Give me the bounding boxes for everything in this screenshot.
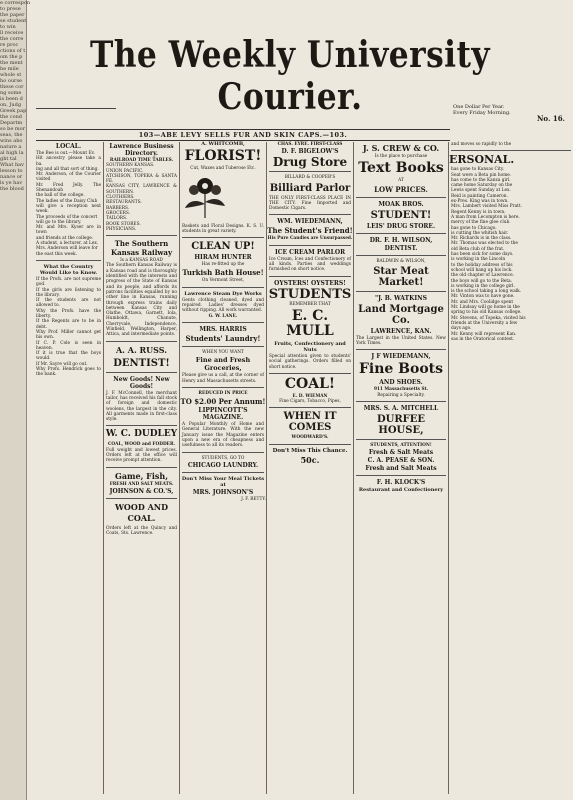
- strip-line: Greek pap: [0, 108, 27, 114]
- local-item: ing and all that sort of thing.: [36, 166, 99, 172]
- florist-body: Baskets and Floral Designs. K. S. U. students in great variety.: [182, 223, 264, 234]
- repairing-note: Repairing a Specialty.: [377, 392, 425, 398]
- directory-heading: Lawrence Business Directory.: [109, 143, 174, 157]
- strip-line: ho ourse: [0, 78, 22, 84]
- watkins-body: The Largest in the United States. New York Times.: [356, 335, 446, 347]
- local-item: the east this week.: [36, 251, 77, 257]
- clean-up-title: CLEAN UP!: [191, 241, 255, 253]
- pease-name: C. A. PEASE & SON.: [367, 457, 435, 465]
- personal-item: A man from Lecompton is here.: [451, 214, 520, 220]
- personal-item: Seat were a Beta pin home.: [451, 172, 512, 178]
- divider: [356, 233, 446, 234]
- strip-line: the paper: [0, 12, 25, 18]
- billiard-body: THE ONLY FIRST-CLASS PLACE IN THE CITY. Fine Imported and Domestic Cigars.: [269, 195, 351, 212]
- reduced-price: TO $2.00 Per Annum!: [180, 397, 266, 407]
- divider: [269, 407, 351, 408]
- strip-line: ctions of t: [0, 48, 26, 54]
- personal-item: old Beta club of the frat.: [451, 246, 505, 252]
- local-item: will give a reception next week.: [36, 203, 101, 215]
- local-heading: LOCAL.: [55, 143, 82, 150]
- personal-top: and moves so rapidly to the: [451, 142, 512, 147]
- volume-box: [453, 104, 573, 122]
- personal-item: is cutting the whitish hair.: [451, 230, 509, 236]
- florist-title: FLORIST!: [184, 148, 262, 165]
- leis-drug-store: LEIS' DRUG STORE.: [366, 222, 436, 230]
- strip-line: om the p: [0, 54, 23, 60]
- billard-title: BILLARD & COOPER'S: [284, 175, 336, 181]
- directory-section: BOOK STORES.: [106, 221, 141, 227]
- eyre-title: CHAS. EYRE. FIRST-CLASS: [277, 142, 343, 147]
- volume-tagline-1: One Dollar Per Year.: [453, 104, 505, 110]
- personal-item: Mrs. Lambert visited Miss Pratt.: [451, 204, 522, 210]
- fresh-salt-meats-2: Fresh and Salt Meats: [365, 465, 437, 473]
- local-item: Mrs. Anderson will leave for: [36, 246, 98, 252]
- country-item: Why the Profs. have the liberty.: [36, 308, 101, 320]
- personal-heading: ERSONAL.: [449, 153, 515, 167]
- divider: [356, 349, 446, 350]
- personal-item: ex-Pres. King was in town.: [451, 199, 509, 205]
- student-title: STUDENT!: [370, 209, 432, 221]
- strip-line: e correspon: [0, 0, 31, 6]
- personal-items: [449, 167, 573, 342]
- groceries-title: Fine and Fresh Groceries,: [195, 356, 251, 373]
- flower-illustration: [180, 174, 230, 218]
- dudley-sub: COAL, WOOD and FODDER.: [107, 442, 176, 448]
- railway-ad-sub: Is a KANSAS ROAD: [120, 258, 163, 264]
- personal-item: has gone to Kansas City.: [451, 167, 505, 173]
- divider: [451, 150, 571, 151]
- divider: [269, 373, 351, 374]
- divider: [106, 467, 177, 468]
- date-rule: [36, 108, 116, 123]
- cigars-title: Fine Cigars, Tobacco, Pipes,: [279, 399, 341, 405]
- divider: [182, 472, 264, 473]
- local-item: Hit ancestry please take a ba.: [36, 156, 101, 167]
- personal-item: Mr. Vinton was to have gone.: [451, 294, 515, 300]
- meal-tickets-title: Don't Miss Your Meal Tickets at: [181, 475, 265, 488]
- directory-section: BARBERS.: [106, 205, 130, 211]
- railway-ad-title: The Southern Kansas Railway: [110, 239, 173, 258]
- divider: [356, 401, 446, 402]
- coal-title: COAL!: [284, 375, 336, 392]
- students-title: STUDENTS: [268, 286, 352, 302]
- strip-line: nance or: [0, 174, 23, 180]
- personal-item: Mr. Stevens, of Topeka, visited his: [451, 315, 526, 321]
- strip-line: these cor: [0, 84, 24, 90]
- bath-house-addr: On Vermont Street,: [201, 278, 245, 284]
- country-item: Why Profs. Hendrick goes to the bank.: [36, 366, 101, 378]
- dye-works-body: Gents clothing cleaned, dyed and repaired. Ladies' dresses dyed without ripping. All work warranted.: [182, 297, 264, 314]
- column-ads-1: [180, 142, 267, 794]
- personal-item: Mr. Richards is in the class.: [451, 236, 512, 242]
- divider: [182, 237, 264, 238]
- personal-item: has been sick for some days.: [451, 252, 514, 258]
- personal-item: spring to his old Kansas college.: [451, 310, 522, 316]
- adjacent-page-strip: [0, 0, 31, 800]
- strip-line: the ment: [0, 60, 23, 66]
- personal-item: Mr. Lindsay will go home in the: [451, 305, 520, 311]
- volume-number: No. 16.: [537, 114, 565, 123]
- divider: [106, 372, 177, 373]
- reduced-title: REDUCED IN PRICE: [198, 390, 248, 396]
- strip-line: the corre: [0, 36, 24, 42]
- divider: [182, 452, 264, 453]
- students-friend: The Student's Friend!: [267, 226, 353, 236]
- strip-line: re proc: [0, 42, 19, 48]
- country-item: If Mr. Sayre will go out.: [36, 361, 88, 367]
- restaurant-title: Restaurant and Confectionery: [358, 487, 444, 494]
- country-item: Why Prof. Miller cannot get his own.: [36, 329, 101, 341]
- strip-line: nature a: [0, 144, 22, 150]
- directory-section: PHYSICIANS.: [106, 226, 137, 232]
- divider: [106, 235, 177, 236]
- personal-item: school will hang up his lock.: [451, 267, 513, 273]
- local-item: will go to the library.: [36, 219, 82, 225]
- russ-ad-sub: DENTIST!: [113, 357, 170, 369]
- wilson-name: DR. F. H. WILSON,: [369, 236, 433, 244]
- divider: [269, 245, 351, 246]
- personal-item: the boys will go to the Beta.: [451, 278, 513, 284]
- local-items: [34, 151, 103, 257]
- directory-section: TAILORS.: [106, 216, 128, 222]
- bigelow-name: D. F. BIGELOW'S: [281, 148, 339, 156]
- railway-ad-body: The Southern Kansas Railway is a Kansas road and is thoroughly identified with the interests and progress of the State of Kansas and its people, and affords its patrons facilities equalled by no other line in Kansas, running through express trains daily between Kansas City and Olathe, Ottawa, Garnett, Iola, Humboldt, Chanute, Cherryvale, Independence, Winfield, Wellington, Harper, Attica, and intermediate points.: [106, 263, 177, 338]
- fruits-title: Fruits, Confectionery and Nuts: [274, 340, 346, 353]
- directory-section: SOUTHERN KANSAS.: [106, 163, 155, 169]
- lippincott-body: A Popular Monthly of Home and General Literature. With the new January issue the Magazine enters upon a new era of cheapness and usefulness to all its readers.: [182, 422, 264, 449]
- strip-line: wins abo: [0, 138, 23, 144]
- divider: [269, 444, 351, 445]
- divider: [356, 255, 446, 256]
- mitchell-name: MRS. S. A. MITCHELL: [363, 405, 439, 413]
- wiedemann-name: WM. WIEDEMANN,: [277, 218, 343, 226]
- personal-item: Reid is painting Cameron.: [451, 193, 508, 199]
- strip-line: lesson to: [0, 168, 23, 174]
- drug-store-title: Drug Store: [272, 155, 348, 170]
- personal-item: Lewis spent Sunday at Lex.: [451, 188, 511, 194]
- fresh-salt-meats-1: Fresh & Salt Meats: [368, 449, 434, 457]
- divider: [356, 439, 446, 440]
- woodward-name: WOODWARD'S.: [291, 435, 329, 441]
- star-meat-market: Star Meat Market!: [373, 265, 429, 288]
- volume-tagline-2: Every Friday Morning.: [453, 110, 511, 116]
- russ-ad-title: A. A. RUSS.: [115, 344, 168, 355]
- directory-section: KANSAS CITY, LAWRENCE & SOUTHERN.: [106, 184, 177, 195]
- billiard-parlor: Billiard Parlor: [269, 182, 351, 194]
- moak-bros: MOAK BROS.: [378, 200, 424, 208]
- johnson-name: JOHNSON & CO.'S,: [109, 487, 174, 495]
- groceries-intro: WHEN YOU WANT: [202, 349, 244, 355]
- strip-line: al high la: [0, 150, 24, 156]
- divider: [269, 171, 351, 172]
- local-item: Mr. Fred Jelly. The Shenandoah: [36, 182, 101, 194]
- divider: [356, 475, 446, 476]
- students-go-to: STUDENTS, GO TO: [201, 455, 245, 461]
- local-item: A student, a lecturer, at Lex.: [36, 241, 99, 247]
- klock-name: F. H. KLOCK'S: [376, 479, 426, 487]
- country-item: If the girls are listening to the library.: [36, 287, 101, 298]
- local-item: and friends at the college.: [36, 235, 94, 241]
- strip-line: ll receive: [0, 30, 24, 36]
- column-personal: [449, 142, 573, 794]
- personal-item: is the school taking a long walk.: [451, 289, 522, 295]
- personal-item: Mr. and Mrs. Coolidge spent: [451, 299, 514, 305]
- remember-that: REMEMBER THAT: [289, 301, 331, 307]
- personal-item: is working in the college girl.: [451, 283, 515, 289]
- divider: [106, 498, 177, 499]
- watkins-city: LAWRENCE, KAN.: [370, 327, 432, 335]
- hunter-name: HIRAM HUNTER: [194, 254, 252, 262]
- jf-wiedemann: J F WIEDEMANN,: [371, 353, 431, 361]
- betty-name: J. F. BETTY.: [241, 496, 266, 502]
- strip-line: he mile: [0, 66, 19, 72]
- strip-line: to prese: [0, 6, 21, 12]
- strip-line: ght tal: [0, 156, 17, 162]
- strip-line: se student: [0, 18, 27, 24]
- personal-item: days ago.: [451, 326, 472, 332]
- chicago-laundry: CHICAGO LAUNDRY.: [187, 461, 259, 469]
- masthead-title: The Weekly University Courier.: [89, 34, 491, 118]
- strip-line: the blood: [0, 186, 24, 192]
- personal-item: to the holiday address of his: [451, 262, 513, 268]
- wood-coal-body: Orders left at the Quincy and Coats, Sts. Lawrence.: [106, 525, 177, 537]
- personal-item: sas in the Oratorical contest.: [451, 336, 515, 342]
- johnson-title: MRS. JOHNSON'S: [192, 488, 254, 496]
- column-ads-3: [354, 142, 449, 794]
- land-mortgage: Land Mortgage Co.: [358, 303, 444, 326]
- column-local: [34, 142, 104, 794]
- candies-note: His Pure Candies are Unsurpassed.: [267, 236, 353, 242]
- country-item: If the students are not allowed to.: [36, 298, 101, 309]
- harris-name: MRS. HARRIS: [199, 325, 247, 333]
- strip-line: What hav: [0, 162, 24, 168]
- oysters-title: OYSTERS! OYSTERS!: [274, 279, 346, 287]
- directory-section: CLOTHIERS.: [106, 195, 135, 201]
- divider: [106, 341, 177, 342]
- divider: [182, 387, 264, 388]
- local-item: Mr. and Mrs. Kyser are in town: [36, 225, 101, 236]
- dudley-name: W. C. DUDLEY: [105, 429, 178, 440]
- students-attention: STUDENTS, ATTENTION!: [370, 443, 432, 449]
- mull-name: E. C. MULL: [286, 307, 334, 339]
- country-item: If the Regents are to be in debt.: [36, 319, 101, 330]
- lippincott-name: LIPPINCOTT'S MAGAZINE.: [198, 407, 248, 422]
- dentist-title: DENTIST.: [384, 244, 418, 252]
- personal-item: Mr. Thomas was elected to the: [451, 241, 518, 247]
- country-item: If it is true that the boys would.: [36, 351, 101, 362]
- country-item: If C. P. Cole is seen in heaven.: [36, 340, 101, 351]
- divider: [106, 425, 177, 426]
- crew-sub: Is the place to purchase: [374, 154, 428, 159]
- country-item: If the Profs. are not supreme god.: [36, 276, 101, 288]
- personal-item: mercy of the fine glee club.: [451, 220, 511, 226]
- top-banner: 103—ABE LEVY SELLS FUR AND SKIN CAPS.—103.: [36, 129, 450, 141]
- personal-item: is working in the Lincoln: [451, 257, 506, 263]
- local-item: The proceeds of the concert: [36, 214, 98, 220]
- local-item: the ball of the college.: [36, 193, 85, 199]
- directory-sections: [104, 163, 179, 232]
- watkins-name: "J. B. WATKINS: [375, 294, 427, 302]
- baldwin-name: BALDWIN & WILSON,: [376, 258, 426, 264]
- text-books-title: Text Books: [358, 160, 444, 177]
- strip-line: the cond: [0, 114, 23, 120]
- column-ads-2: [267, 142, 354, 794]
- strip-line: ng some: [0, 90, 22, 96]
- divider: [269, 214, 351, 215]
- boots-addr: 911 Massachusetts St.: [373, 387, 429, 393]
- lane-name: G. W. LANE.: [208, 313, 238, 319]
- personal-item: Regent Kenny is in town.: [451, 209, 506, 215]
- groceries-body: Please give us a call, at the corner of Henry and Massachusetts streets.: [182, 373, 264, 384]
- directory-section: UNION PACIFIC.: [106, 168, 144, 174]
- durfee-house: DURFEE HOUSE,: [376, 414, 426, 437]
- strip-line: to win: [0, 24, 16, 30]
- new-goods-body: J. F. McConnell, the merchant tailor, has received his fall stock of foreign and domestic woolens, the largest in the city. All garments made in first-class style.: [106, 390, 177, 423]
- strip-line: whole st: [0, 72, 22, 78]
- and-shoes: AND SHOES.: [379, 379, 423, 387]
- crew-name: J. S. CREW & CO.: [362, 143, 440, 153]
- wood-coal-title: WOOD AND COAL.: [114, 501, 169, 523]
- divider: [182, 322, 264, 323]
- low-prices: LOW PRICES.: [374, 184, 428, 194]
- personal-item: Mr. Kenny will represent Kan.: [451, 331, 517, 337]
- strip-line: is been d: [0, 96, 23, 102]
- personal-item: friends at the University a few: [451, 320, 518, 326]
- strip-line: ls ye hav: [0, 180, 23, 186]
- divider: [269, 276, 351, 277]
- dont-miss-title: Don't Miss This Chance.: [272, 447, 348, 454]
- ice-cream-body: Ice Cream, Ices and Confectionery of all kinds. Parties and weddings furnished on short notice.: [269, 256, 351, 273]
- dye-works-title: Lawrence Steam Dye Works: [184, 290, 262, 297]
- column-directory: [104, 142, 180, 794]
- bath-house-title: Turkish Bath House!: [182, 268, 264, 278]
- new-goods-title: New Goods! New Goods!: [113, 375, 170, 390]
- personal-item: has gone to Chicago.: [451, 225, 497, 231]
- when-it-comes: WHEN IT COMES: [283, 411, 337, 434]
- local-item: The Bee is out.—Mount Ev.: [36, 151, 95, 156]
- whitcomb-name: A. WHITCOMB,: [201, 141, 245, 147]
- personal-item: came home Saturday on the: [451, 183, 513, 189]
- crew-at: AT: [398, 178, 404, 184]
- strip-line: so be mor: [0, 126, 26, 132]
- dudley-body: Full weight and lowest prices. Orders left at the office will receive prompt attention.: [106, 447, 177, 464]
- strip-line: Departm: [0, 120, 23, 126]
- directory-section: GROCERS.: [106, 210, 131, 216]
- hunter-body: Has re-fitted up the: [201, 262, 245, 268]
- mull-body: Special attention given to students' social gatherings. Orders filled on short notice.: [269, 353, 351, 370]
- game-sub: FRESH AND SALT MEATS.: [109, 481, 174, 487]
- railroad-heading: RAILROAD TIME TABLES.: [109, 158, 174, 163]
- strip-line: on, Judg: [0, 102, 22, 108]
- ice-cream-parlor: ICE CREAM PARLOR: [274, 248, 346, 256]
- local-item: Mr. Anderson, of the Courier visited: [36, 172, 101, 183]
- divider: [36, 260, 101, 261]
- strip-line: seas, the: [0, 132, 23, 138]
- fine-boots: Fine Boots: [358, 361, 444, 378]
- local-item: The ladies of the Daisy Club: [36, 198, 98, 204]
- personal-item: the old chapter of Lawrence.: [451, 273, 514, 279]
- divider: [182, 287, 264, 288]
- divider: [356, 291, 446, 292]
- divider: [182, 346, 264, 347]
- dont-miss-price: 50c.: [300, 454, 320, 465]
- directory-section: ATCHISON, TOPEKA & SANTA FE.: [106, 173, 177, 185]
- game-title: Game, Fish,: [115, 470, 168, 481]
- wieman-name: E. D. WIEMAN: [292, 393, 328, 399]
- directory-section: RESTAURANTS.: [106, 200, 142, 206]
- florist-sub: Cut, Waxes and Tuberose Etc.: [190, 166, 256, 172]
- country-items: [34, 277, 103, 378]
- laundry-title: Students' Laundry!: [185, 333, 261, 343]
- country-heading: What the Country Would Like to Know.: [39, 263, 98, 276]
- divider: [356, 197, 446, 198]
- personal-item: has come to the Kanza girl.: [451, 177, 511, 183]
